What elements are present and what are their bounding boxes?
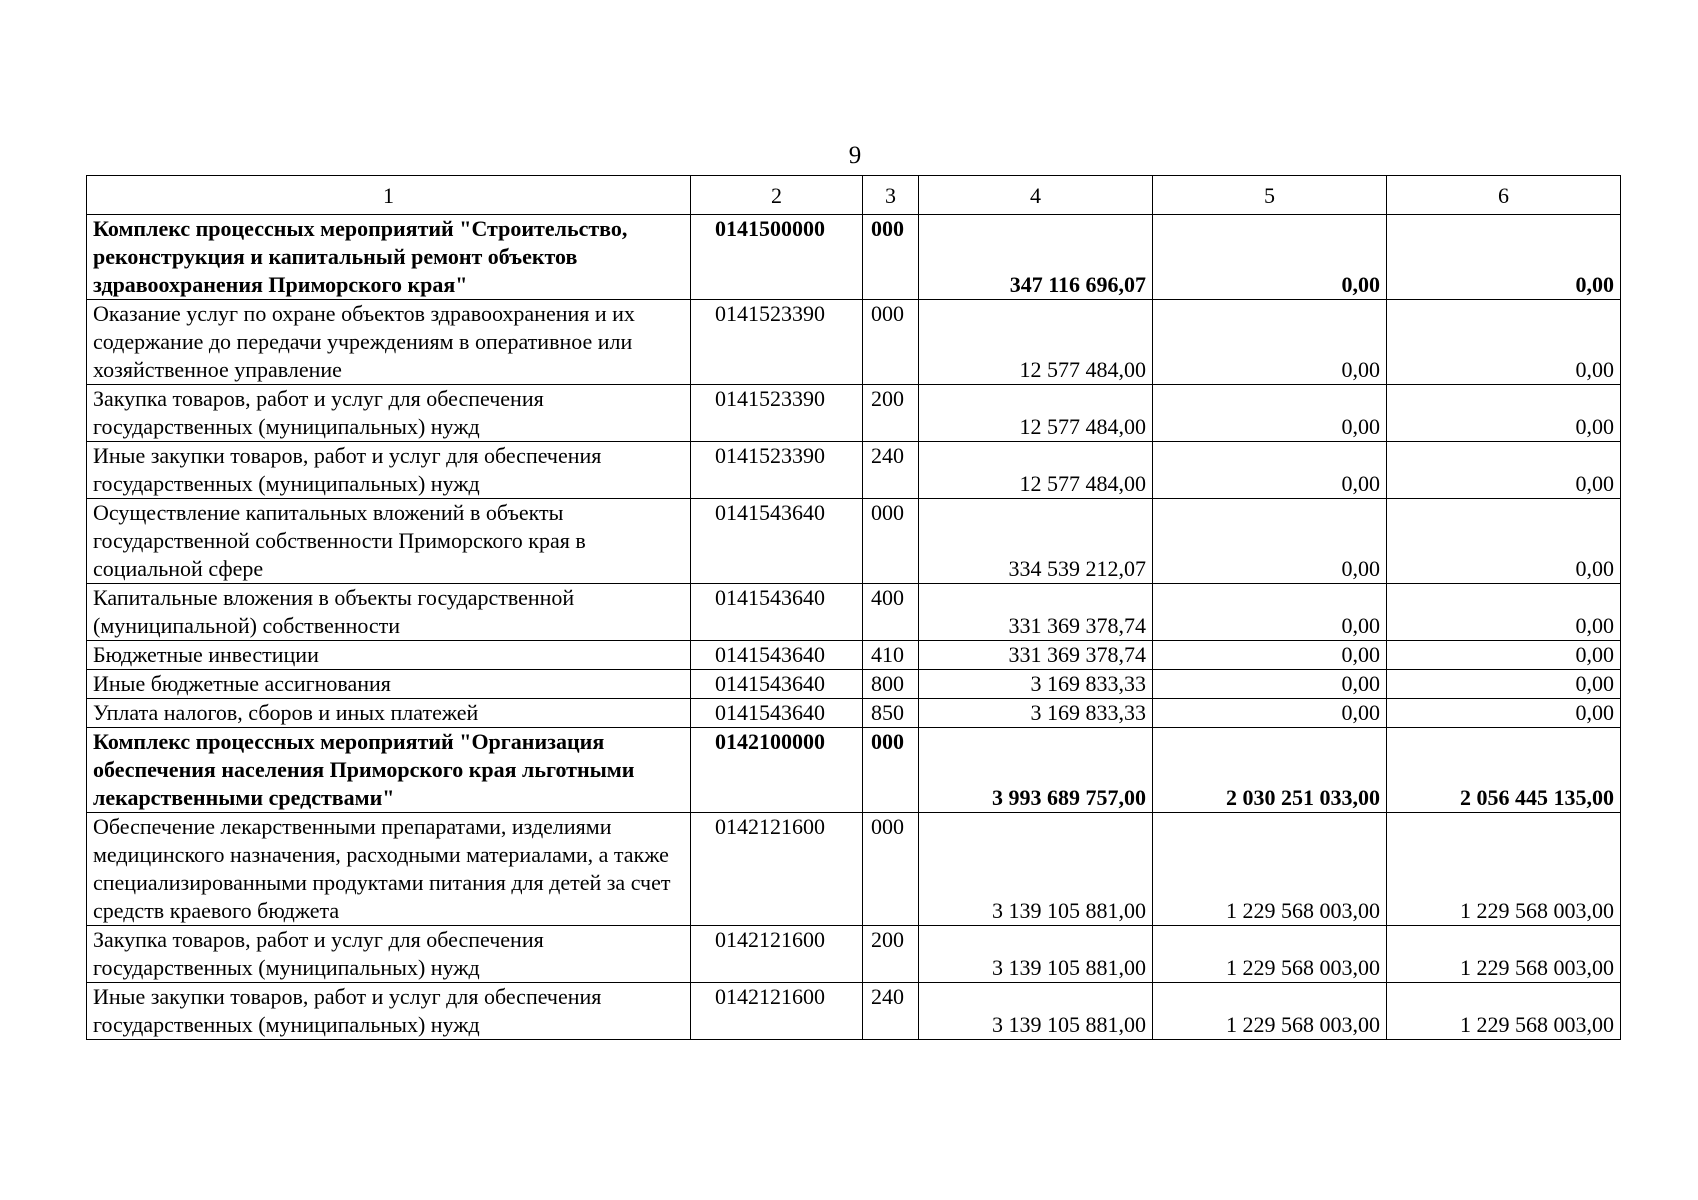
row-amount-1-cell: 347 116 696,07 <box>919 215 1153 300</box>
row-name-cell: Осуществление капитальных вложений в объекты государственной собственности Приморского края в социальной сфере <box>87 499 691 584</box>
table-row <box>87 670 1621 699</box>
row-expense-type-cell: 240 <box>863 983 919 1040</box>
row-amount-1-cell: 331 369 378,74 <box>919 641 1153 670</box>
row-amount-2-cell: 0,00 <box>1153 670 1387 699</box>
row-code-cell: 0141523390 <box>691 385 863 442</box>
budget-table <box>86 175 1621 1040</box>
row-amount-1-cell: 3 139 105 881,00 <box>919 983 1153 1040</box>
row-amount-1-cell: 334 539 212,07 <box>919 499 1153 584</box>
row-amount-3-cell: 1 229 568 003,00 <box>1387 813 1621 926</box>
row-amount-3-cell: 0,00 <box>1387 584 1621 641</box>
table-row <box>87 385 1621 442</box>
table-row <box>87 813 1621 926</box>
table-row <box>87 499 1621 584</box>
row-name-cell: Уплата налогов, сборов и иных платежей <box>87 699 691 728</box>
row-code-cell: 0141543640 <box>691 699 863 728</box>
row-code-cell: 0142100000 <box>691 728 863 813</box>
row-code-cell: 0141543640 <box>691 499 863 584</box>
column-header-code: 2 <box>691 176 863 215</box>
row-name-cell: Комплекс процессных мероприятий "Строительство, реконструкция и капитальный ремонт объектов здравоохранения Приморского края" <box>87 215 691 300</box>
row-code-cell: 0142121600 <box>691 926 863 983</box>
row-expense-type-cell: 200 <box>863 926 919 983</box>
page-number: 9 <box>848 142 862 169</box>
row-amount-1-cell: 12 577 484,00 <box>919 442 1153 499</box>
row-amount-2-cell: 1 229 568 003,00 <box>1153 983 1387 1040</box>
row-name-cell: Иные закупки товаров, работ и услуг для обеспечения государственных (муниципальных) нужд <box>87 442 691 499</box>
row-expense-type-cell: 000 <box>863 300 919 385</box>
row-name-cell: Иные бюджетные ассигнования <box>87 670 691 699</box>
row-amount-1-cell: 3 139 105 881,00 <box>919 813 1153 926</box>
row-amount-3-cell: 0,00 <box>1387 385 1621 442</box>
row-expense-type-cell: 000 <box>863 499 919 584</box>
row-amount-1-cell: 3 139 105 881,00 <box>919 926 1153 983</box>
row-amount-1-cell: 331 369 378,74 <box>919 584 1153 641</box>
table-body <box>87 215 1621 1040</box>
row-amount-3-cell: 0,00 <box>1387 442 1621 499</box>
row-amount-3-cell: 0,00 <box>1387 300 1621 385</box>
row-amount-3-cell: 0,00 <box>1387 641 1621 670</box>
table-row <box>87 926 1621 983</box>
row-amount-1-cell: 12 577 484,00 <box>919 385 1153 442</box>
row-amount-2-cell: 2 030 251 033,00 <box>1153 728 1387 813</box>
row-amount-3-cell: 0,00 <box>1387 699 1621 728</box>
table-row <box>87 699 1621 728</box>
table-row <box>87 300 1621 385</box>
row-name-cell: Капитальные вложения в объекты государственной (муниципальной) собственности <box>87 584 691 641</box>
row-amount-2-cell: 0,00 <box>1153 385 1387 442</box>
row-name-cell: Закупка товаров, работ и услуг для обеспечения государственных (муниципальных) нужд <box>87 385 691 442</box>
table-row <box>87 215 1621 300</box>
row-code-cell: 0141523390 <box>691 442 863 499</box>
row-amount-2-cell: 0,00 <box>1153 215 1387 300</box>
row-code-cell: 0141543640 <box>691 670 863 699</box>
table-row <box>87 584 1621 641</box>
column-header-name: 1 <box>87 176 691 215</box>
row-name-cell: Комплекс процессных мероприятий "Организация обеспечения населения Приморского края льготными лекарственными средствами" <box>87 728 691 813</box>
row-name-cell: Обеспечение лекарственными препаратами, изделиями медицинского назначения, расходными материалами, а также специализированными продуктами питания для детей за счет средств краевого бюджета <box>87 813 691 926</box>
row-amount-3-cell: 1 229 568 003,00 <box>1387 983 1621 1040</box>
row-amount-2-cell: 0,00 <box>1153 442 1387 499</box>
row-expense-type-cell: 800 <box>863 670 919 699</box>
column-header-amount-3: 6 <box>1387 176 1621 215</box>
row-amount-3-cell: 1 229 568 003,00 <box>1387 926 1621 983</box>
row-amount-2-cell: 0,00 <box>1153 300 1387 385</box>
row-expense-type-cell: 240 <box>863 442 919 499</box>
row-expense-type-cell: 850 <box>863 699 919 728</box>
row-expense-type-cell: 400 <box>863 584 919 641</box>
column-number-row <box>87 176 1621 215</box>
column-header-amount-1: 4 <box>919 176 1153 215</box>
row-amount-3-cell: 2 056 445 135,00 <box>1387 728 1621 813</box>
row-expense-type-cell: 000 <box>863 728 919 813</box>
row-expense-type-cell: 000 <box>863 215 919 300</box>
table-row <box>87 442 1621 499</box>
table-row <box>87 728 1621 813</box>
row-amount-2-cell: 0,00 <box>1153 641 1387 670</box>
row-amount-2-cell: 0,00 <box>1153 584 1387 641</box>
table-row <box>87 641 1621 670</box>
row-name-cell: Закупка товаров, работ и услуг для обеспечения государственных (муниципальных) нужд <box>87 926 691 983</box>
row-code-cell: 0141543640 <box>691 641 863 670</box>
table-row <box>87 983 1621 1040</box>
row-name-cell: Бюджетные инвестиции <box>87 641 691 670</box>
row-amount-2-cell: 1 229 568 003,00 <box>1153 926 1387 983</box>
row-amount-1-cell: 3 993 689 757,00 <box>919 728 1153 813</box>
column-header-amount-2: 5 <box>1153 176 1387 215</box>
row-name-cell: Оказание услуг по охране объектов здравоохранения и их содержание до передачи учреждениям в оперативное или хозяйственное управление <box>87 300 691 385</box>
row-amount-2-cell: 0,00 <box>1153 699 1387 728</box>
row-code-cell: 0141543640 <box>691 584 863 641</box>
row-expense-type-cell: 410 <box>863 641 919 670</box>
row-amount-3-cell: 0,00 <box>1387 670 1621 699</box>
row-code-cell: 0142121600 <box>691 983 863 1040</box>
row-expense-type-cell: 000 <box>863 813 919 926</box>
row-amount-3-cell: 0,00 <box>1387 499 1621 584</box>
row-amount-2-cell: 0,00 <box>1153 499 1387 584</box>
row-code-cell: 0141500000 <box>691 215 863 300</box>
row-amount-1-cell: 3 169 833,33 <box>919 670 1153 699</box>
row-amount-1-cell: 12 577 484,00 <box>919 300 1153 385</box>
row-amount-3-cell: 0,00 <box>1387 215 1621 300</box>
row-code-cell: 0142121600 <box>691 813 863 926</box>
row-name-cell: Иные закупки товаров, работ и услуг для обеспечения государственных (муниципальных) нужд <box>87 983 691 1040</box>
column-header-expense-type: 3 <box>863 176 919 215</box>
row-expense-type-cell: 200 <box>863 385 919 442</box>
row-amount-2-cell: 1 229 568 003,00 <box>1153 813 1387 926</box>
row-amount-1-cell: 3 169 833,33 <box>919 699 1153 728</box>
row-code-cell: 0141523390 <box>691 300 863 385</box>
